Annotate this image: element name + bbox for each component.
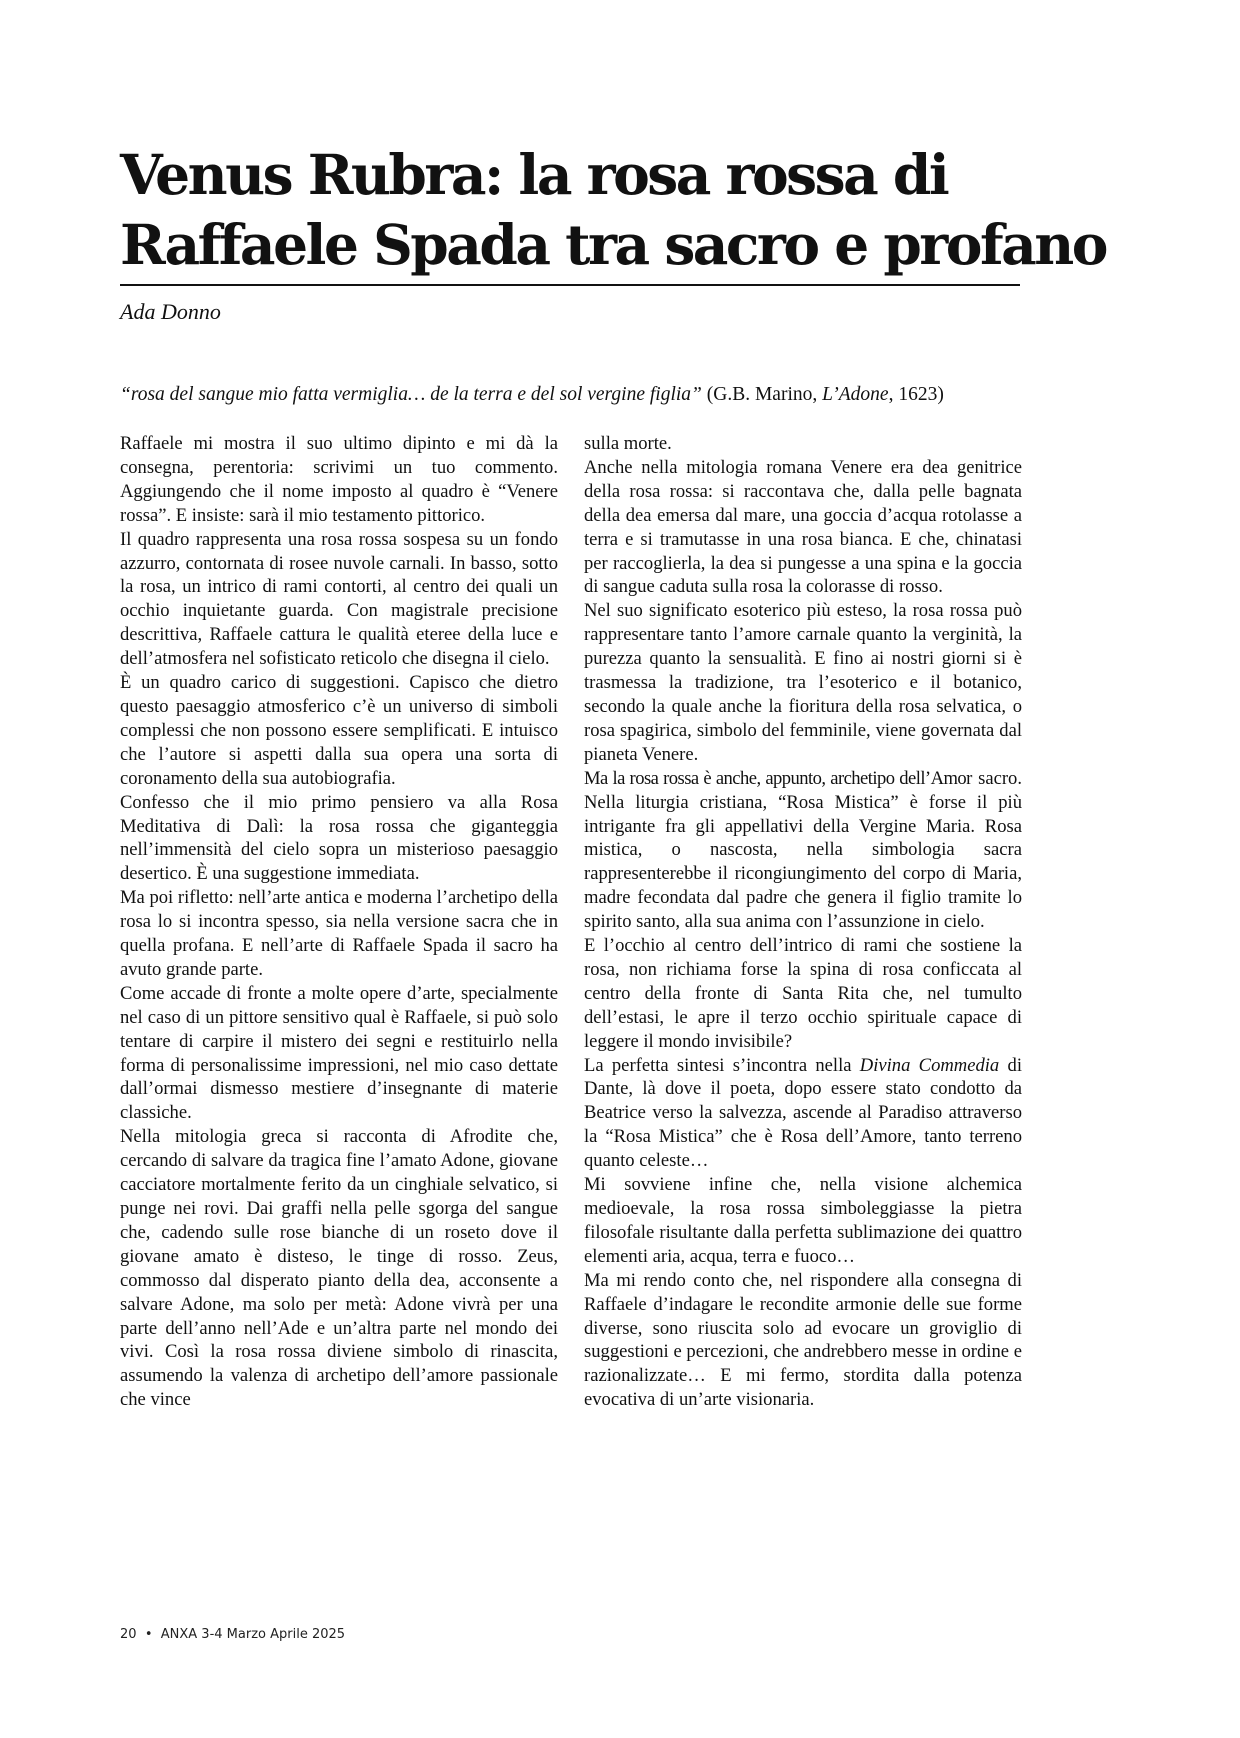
title-line-2: Raffaele Spada tra sacro e profano bbox=[120, 212, 1106, 277]
epigraph-quote: “rosa del sangue mio fatta vermiglia… de la terra e del sol vergine figlia” bbox=[120, 384, 702, 405]
paragraph-rest: sacro. Nella liturgia cristiana, “Rosa Mistica” è forse il più intrigante fra gli appellativi della Vergine Maria. Rosa mistica, o nascosta, nella simbologia sacra rappresenterebbe il ricongiungimento del corpo di Maria, madre fecondata dal padre che genera il figlio tramite lo spirito santo, alla sua anima con l’assunzione in cielo. bbox=[584, 767, 1022, 933]
work-title: Divina Commedia bbox=[859, 1054, 1000, 1076]
paragraph: Mi sovviene infine che, nella visione alchemica medioevale, la rosa rossa simboleggiasse la pietra filosofale risultante dalla perfetta sublimazione dei quattro elementi aria, acqua, terra e fuoco… bbox=[584, 1174, 1022, 1267]
paragraph bbox=[584, 1054, 1022, 1174]
title-line-1: Venus Rubra: la rosa rossa di bbox=[120, 142, 948, 207]
epigraph-cite-prefix: (G.B. Marino, bbox=[706, 384, 818, 405]
paragraph: Raffaele mi mostra il suo ultimo dipinto e mi dà la consegna, perentoria: scrivimi un tuo commento. Aggiungendo che il nome imposto al quadro è “Venere rossa”. E insiste: sarà il mio testamento pittorico. bbox=[120, 433, 558, 526]
paragraph: È un quadro carico di suggestioni. Capisco che dietro questo paesaggio atmosferico c’è un universo di simboli complessi che non possono essere semplificati. E intuisco che l’autore si aspetti dalla sua opera una sorta di coronamento della sua autobiografia. bbox=[120, 672, 558, 789]
paragraph: Confesso che il mio primo pensiero va alla Rosa Meditativa di Dalì: la rosa rossa che giganteggia nell’immensità del cielo sopra un misterioso paesaggio desertico. È una suggestione immediata. bbox=[120, 791, 558, 885]
epigraph-cite-work: L’Adone bbox=[822, 384, 889, 405]
paragraph bbox=[584, 767, 1022, 934]
left-column bbox=[120, 432, 558, 1412]
publication-info: ANXA 3-4 Marzo Aprile 2025 bbox=[160, 1627, 346, 1642]
paragraph-lead: La perfetta sintesi s’incontra nella bbox=[584, 1054, 852, 1076]
author-name: Ada Donno bbox=[120, 299, 221, 324]
epigraph bbox=[120, 382, 1020, 408]
paragraph: sulla morte. bbox=[584, 433, 672, 454]
article-title bbox=[120, 140, 1106, 280]
paragraph: Il quadro rappresenta una rosa rossa sospesa su un fondo azzurro, contornata di rosee nuvole carnali. In basso, sotto la rosa, un intrico di rami contorti, al centro dei quali un occhio inquietante guarda. Con magistrale precisione descrittiva, Raffaele cattura le qualità eteree della luce e dell’atmosfera nel sofisticato reticolo che disegna il cielo. bbox=[120, 528, 558, 670]
paragraph-rest: di Dante, là dove il poeta, dopo essere stato condotto da Beatrice verso la salvezza, ascende al Paradiso attraverso la “Rosa Mistica” che è Rosa dell’Amore, tanto terreno quanto celeste… bbox=[584, 1054, 1022, 1172]
right-column bbox=[584, 432, 1022, 1412]
footer-separator: • bbox=[144, 1627, 153, 1642]
paragraph: Nella mitologia greca si racconta di Afrodite che, cercando di salvare da tragica fine l’amato Adone, giovane cacciatore mortalmente ferito da un cinghiale selvatico, si punge nei rovi. Dai graffi nella pelle sgorga del sangue che, cadendo sulle rose bianche di un roseto dove il giovane amato è disteso, le tinge di rosso. Zeus, commosso dal disperato pianto della dea, acconsente a salvare Adone, ma solo per metà: Adone vivrà per una parte dell’anno nell’Ade e un’altra parte nel mondo dei vivi. Così la rosa rossa diviene simbolo di rinascita, assumendo la valenza di archetipo dell’amore passionale che vince bbox=[120, 1126, 558, 1411]
page-number: 20 bbox=[120, 1627, 137, 1642]
paragraph: Nel suo significato esoterico più esteso, la rosa rossa può rappresentare tanto l’amore carnale quanto la verginità, la purezza quanto la sensualità. E fino ai nostri giorni si è trasmessa la tradizione, tra l’esoterico e il botanico, secondo la quale anche la fioritura della rosa selvatica, o rosa spagirica, simbolo del femminile, viene governata dal pianeta Venere. bbox=[584, 600, 1022, 765]
paragraph: Ma mi rendo conto che, nel rispondere alla consegna di Raffaele d’indagare le recondite armonie delle sue forme diverse, sono riuscita solo ad evocare un groviglio di suggestioni e percezioni, che andrebbero messe in ordine e razionalizzate… E mi fermo, stordita dalla potenza evocativa di un’arte visionaria. bbox=[584, 1269, 1022, 1411]
paragraph: E l’occhio al centro dell’intrico di rami che sostiene la rosa, non richiama forse la spina di rosa conficcata al centro della fronte di Santa Rita che, nel tumulto dell’estasi, le apre il terzo occhio spirituale capace di leggere il mondo invisibile? bbox=[584, 935, 1022, 1052]
paragraph: Come accade di fronte a molte opere d’arte, specialmente nel caso di un pittore sensitivo qual è Raffaele, si può solo tentare di carpire il mistero dei segni e restituirlo nella forma di personalissime impressioni, nel mio caso dettate dall’ormai dismesso mestiere d’insegnante di materie classiche. bbox=[120, 982, 558, 1124]
epigraph-cite-suffix: , 1623) bbox=[888, 384, 944, 405]
page-footer bbox=[120, 1626, 345, 1644]
paragraph: Ma poi rifletto: nell’arte antica e moderna l’archetipo della rosa lo si incontra spesso, sia nella versione sacra che in quella profana. E nell’arte di Raffaele Spada il sacro ha avuto grande parte. bbox=[120, 887, 558, 980]
paragraph: Anche nella mitologia romana Venere era dea genitrice della rosa rossa: si raccontava che, dalla pelle bagnata della dea emersa dal mare, una goccia d’acqua rotolasse a terra e si tramutasse in una rosa bianca. E che, chinatasi per raccoglierla, la dea si pungesse a una spina e la goccia di sangue caduta sulla rosa la colorasse di rosso. bbox=[584, 456, 1022, 598]
paragraph-first-line: Ma la rosa rossa è anche, appunto, archetipo dell’Amor bbox=[584, 767, 972, 789]
title-rule bbox=[120, 284, 1020, 286]
